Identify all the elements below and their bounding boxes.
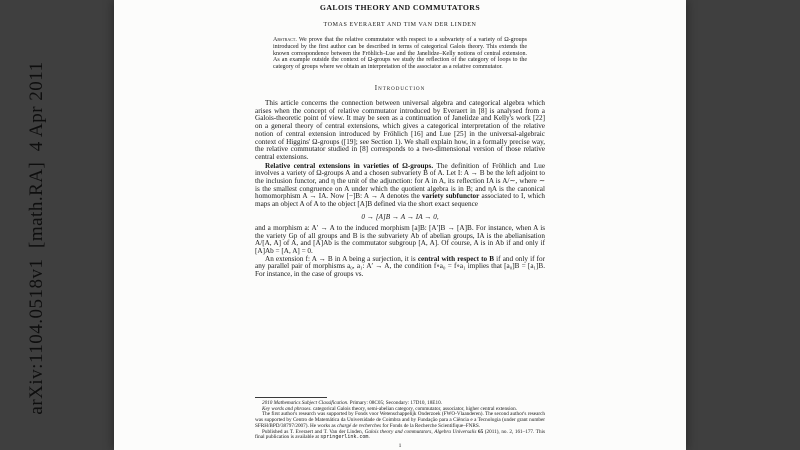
paragraph-2-text-b: associated to I, which maps an object A of A to the object [A]B defined via the short exact sequence (255, 192, 546, 209)
footnote-area (255, 397, 545, 441)
paragraph-4-text-b: if and only if for any parallel pair of morphisms a₀, a₁: A′ → A, the condition f∘a₀ = f∘a₁ implies that [a₀]B = [a₁]B. For instance, in the case of groups vs. (255, 254, 545, 279)
footnote-publication-article-title: Galois theory and commutators (364, 428, 432, 435)
springerlink-link[interactable]: springerlink.com (320, 434, 369, 441)
intro-paragraph-3: and a morphism a: A′ → A to the induced morphism [a]B: [A′]B → [A]B. For instance, when A is the variety Gp of all groups and B is the subvariety Ab of abelian groups, IA is the abelianisation A/[A, A] of A, and [A]Ab is the commutator subgroup [A, A]. Of course, A is in Ab if and only if [A]Ab = [A, A] = 0. (255, 223, 545, 255)
footnote-msc-lead: 2010 Mathematics Subject Classification. (262, 400, 349, 407)
abstract-label: Abstract. (273, 37, 297, 43)
intro-paragraph-4 (255, 256, 545, 279)
paper-authors: TOMAS EVERAERT AND TIM VAN DER LINDEN (323, 22, 477, 28)
paragraph-4-text-a: An extension f: A → B in A being a surjection, it is (265, 254, 418, 263)
footnote-msc-rest: Primary: 08C05; Secondary: 17D10, 18E10. (348, 400, 442, 407)
paragraph-4-bold-term: central with respect to B (417, 254, 495, 263)
footnote-publication-sep: , (431, 428, 435, 435)
footnote-keywords-rest: categorical Galois theory, semi-abelian category, commutator, associator, higher central extension. (311, 405, 517, 412)
paper-page (114, 0, 686, 450)
footnote-funding (255, 412, 545, 429)
footnote-rule (255, 397, 327, 398)
paragraph-2-text-a: The definition of Fröhlich and Lue involves a variety of Ω-groups A and a chosen subvariety B of A. Let I: A → B be the left adjoint to the inclusion functor, and η the unit of the adjunction: for A in A, its reflection IA is A/∼, where ∼ is the smallest congruence on A under which the quotient algebra is in B; and ηA is the canonical homomorphism A → IA. Now [−]B: A → A denotes the (255, 161, 546, 201)
intro-paragraph-2 (255, 163, 545, 209)
footnote-publication-text-a: Published as T. Everaert and T. Van der Linden, (262, 428, 365, 435)
display-equation: 0 → [A]B → A → IA → 0, (361, 212, 439, 221)
abstract (273, 37, 527, 71)
arxiv-stamp: arXiv:1104.0518v1 [math.RA] 4 Apr 2011 (26, 61, 47, 415)
intro-paragraph-1: This article concerns the connection between universal algebra and categorical algebra which arises when the concept of relative commutator introduced by Everaert in [8] is analysed from a Galois-theoretic point of view. It may be seen as a continuation of Janelidze and Kelly's work [22] on a general theory of central extensions, which gives a categorical interpretation of the relative notion of central extension introduced by Fröhlich [16] and Lue [25] in the universal-algebraic context of Higgins' Ω-groups ([19]; see Section 1). We shall explain how, in a formally precise way, the relative commutator studied in [8] corresponds to a two-dimensional version of those relative central extensions. (255, 98, 545, 161)
paper-content (255, 0, 545, 450)
paragraph-2-bold-lead: Relative central extensions in varieties of Ω-groups. (265, 161, 434, 170)
abstract-text: We prove that the relative commutator with respect to a subvariety of a variety of Ω-groups introduced by the first author can be described in terms of categorical Galois theory. This extends the known correspondence between the Fröhlich–Lue and the Janelidze–Kelly notions of central extension. As an example outside the context of Ω-groups we study the reflection of the category of loops to the category of groups where we obtain an interpretation of the associator as a relative commutator. (273, 37, 527, 71)
footnote-publication-volume: 65 (478, 428, 484, 435)
footnote-funding-text-b: for Fonds de la Recherche Scientifique–FNRS. (381, 422, 481, 429)
footnote-publication-journal: Algebra Universalis (434, 428, 477, 435)
paper-title: GALOIS THEORY AND COMMUTATORS (319, 3, 481, 12)
footnote-keywords-lead: Key words and phrases. (262, 405, 312, 412)
paragraph-2-bold-term: variety subfunctor (422, 192, 480, 201)
footnote-publication-end: . (368, 434, 370, 441)
footnote-funding-text-a: The first author's research was supported by Fonds voor Wetenschappelijk Onderzoek (FWO-Vlaanderen). The second author's research was supported by Centro de Matemática da Universidade de Coimbra and by Fundação para a Ciência e a Tecnologia (under grant number SFRH/BPD/38797/2007). He works as (255, 411, 545, 429)
section-heading-introduction: Introduction (374, 83, 426, 92)
footnote-funding-italic: chargé de recherches (337, 422, 382, 429)
page-number: 1 (398, 443, 402, 449)
footnote-publication (255, 430, 545, 441)
footnote-publication-text-d: (2011), no. 2, 161–177. This final publication is available at (255, 428, 546, 441)
